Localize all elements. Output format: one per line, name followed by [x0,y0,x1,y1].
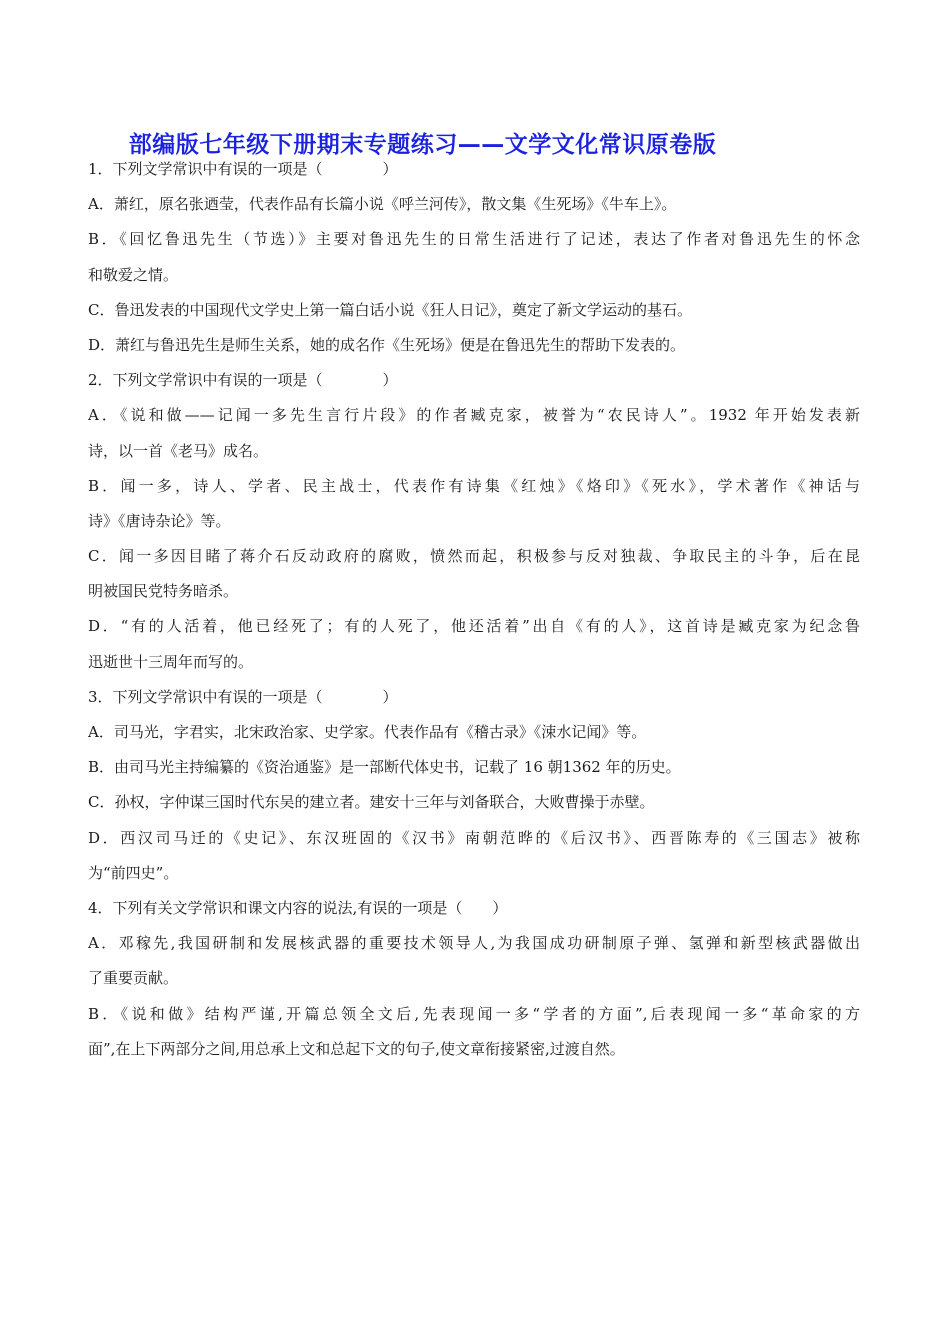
text-line: B．由司马光主持编纂的《资治通鉴》是一部断代体史书，记载了 16 朝1362 年的历史。 [88,758,681,777]
question-list [88,152,860,1067]
question-2-option-d [88,609,860,679]
document-title: 部编版七年级下册期末专题练习——文学文化常识原卷版 [128,132,717,158]
text-line: 诗，以一首《老马》成名。 [88,441,269,460]
question-2-option-b [88,469,860,539]
text-line: 面”,在上下两部分之间,用总承上文和总起下文的句子,使文章衔接紧密,过渡自然。 [88,1039,625,1058]
question-2-option-a [88,398,860,468]
text-line: 2．下列文学常识中有误的一项是（ ） [88,371,398,390]
text-line: C．孙权，字仲谋三国时代东吴的建立者。建安十三年与刘备联合，大败曹操于赤壁。 [88,793,655,812]
question-4-stem [88,891,860,926]
text-line: A．司马光，字君实，北宋政治家、史学家。代表作品有《稽古录》《涑水记闻》等。 [88,723,647,741]
text-line: 4．下列有关文学常识和课文内容的说法,有误的一项是（ ） [88,898,508,917]
text-line: A．萧红，原名张迺莹，代表作品有长篇小说《呼兰河传》，散文集《生死场》《牛车上》。 [88,195,677,214]
question-1-stem [88,152,860,187]
text-line: 和敬爱之情。 [88,265,179,284]
question-3-option-d [88,821,860,891]
text-line: B．《回忆鲁迅先生（节选）》主要对鲁迅先生的日常生活进行了记述，表达了作者对鲁迅先生的怀念 [88,230,860,249]
question-3-option-b [88,750,860,785]
question-1-option-b [88,222,860,292]
text-line: 明被国民党特务暗杀。 [88,582,239,601]
question-2-stem [88,363,860,398]
question-1-option-d [88,328,860,363]
text-line: 诗》《唐诗杂论》等。 [88,511,231,530]
question-3-option-a [88,715,860,750]
question-4-option-a [88,926,860,996]
text-line: A．邓稼先,我国研制和发展核武器的重要技术领导人,为我国成功研制原子弹、氢弹和新型核武器做出 [88,934,860,953]
question-4-option-b [88,997,860,1067]
text-line: C．闻一多因目睹了蒋介石反动政府的腐败，愤然而起，积极参与反对独裁、争取民主的斗争，后在昆 [88,547,860,566]
text-line: 了重要贡献。 [88,969,179,988]
text-line: 1．下列文学常识中有误的一项是（ ） [88,160,398,178]
text-line: B．闻一多，诗人、学者、民主战士，代表作有诗集《红烛》《烙印》《死水》，学术著作《神话与 [88,476,860,495]
text-line: 迅逝世十三周年而写的。 [88,652,254,671]
text-line: C．鲁迅发表的中国现代文学史上第一篇白话小说《狂人日记》，奠定了新文学运动的基石。 [88,300,692,319]
question-2-option-c [88,539,860,609]
text-line: B．《说和做》结构严谨,开篇总领全文后,先表现闻一多“学者的方面”,后表现闻一多“革命家的方 [88,1004,860,1023]
text-line: D．西汉司马迁的《史记》、东汉班固的《汉书》南朝范晔的《后汉书》、西晋陈寿的《三国志》被称 [88,828,860,847]
text-line: 为“前四史”。 [88,863,179,882]
text-line: A．《说和做——记闻一多先生言行片段》的作者臧克家，被誉为“农民诗人”。1932 年开始发表新 [88,406,860,425]
text-line: 3．下列文学常识中有误的一项是（ ） [88,687,398,706]
question-1-option-c [88,293,860,328]
question-1-option-a [88,187,860,222]
text-line: D．萧红与鲁迅先生是师生关系，她的成名作《生死场》便是在鲁迅先生的帮助下发表的。 [88,335,686,354]
question-3-option-c [88,785,860,820]
question-3-stem [88,680,860,715]
text-line: D．“有的人活着，他已经死了；有的人死了，他还活着”出自《有的人》，这首诗是臧克家为纪念鲁 [88,617,860,636]
